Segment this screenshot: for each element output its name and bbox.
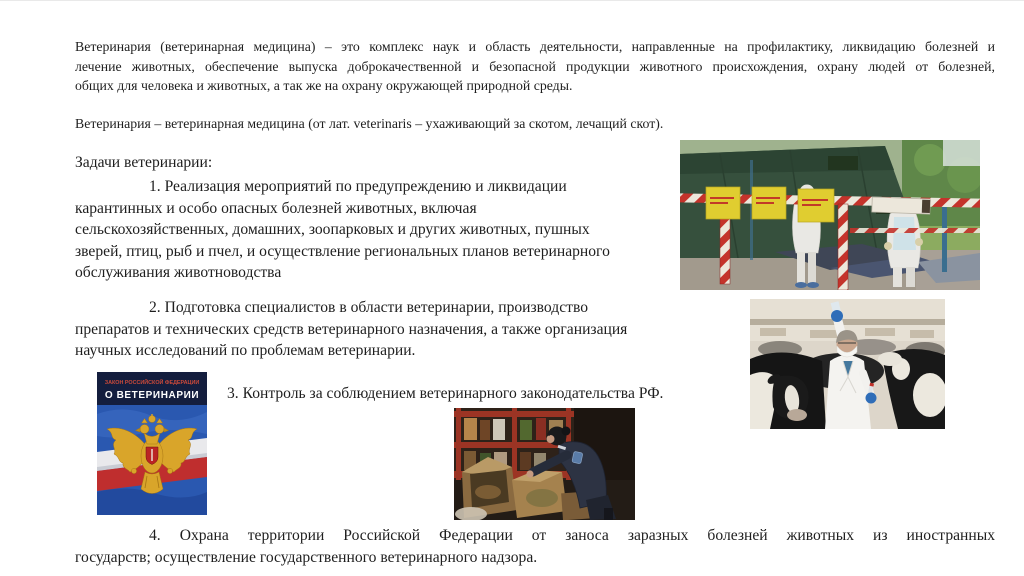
tasks-heading: Задачи ветеринарии:: [75, 154, 213, 171]
inspector-warehouse-photo: [454, 408, 635, 520]
text-line: препаратов и технических средств ветеринарного назначения, а также организация: [75, 320, 628, 338]
quarantine-checkpoint-photo: [680, 140, 980, 290]
text-line: обслуживания животноводства: [75, 264, 282, 281]
book-top-line: ЗАКОН РОССИЙСКОЙ ФЕДЕРАЦИИ: [104, 380, 200, 386]
veterinary-law-book-photo: [97, 372, 207, 515]
text-line: сельскохозяйственных, домашних, зоопарковых и других животных, пушных: [75, 221, 590, 238]
text-line: 4. Охрана территории Российской Федерации от заноса заразных болезней животных из иностранных: [149, 527, 995, 544]
inspector-warehouse-graphic: [454, 408, 635, 520]
quarantine-checkpoint-graphic: [680, 140, 980, 290]
text-line: лечение животных, обеспечение выпуска доброкачественной и безопасной продукции животного происхождения, охрану людей от болезней,: [75, 58, 995, 74]
text-line: карантинных и особо опасных болезней животных, включая: [75, 199, 477, 217]
book-title: О ВЕТЕРИНАРИИ: [104, 390, 200, 401]
vet-cattle-photo: [750, 299, 945, 429]
text-line: зверей, птиц, рыб и пчел, и осуществление региональных планов ветеринарного: [75, 242, 610, 260]
text-line: общих для человека и животных, а так же на охрану окружающей природной среды.: [75, 78, 573, 93]
vet-cattle-graphic: [750, 299, 945, 429]
text-line: Ветеринария (ветеринарная медицина) – это комплекс наук и область деятельности, направленные на профилактику, ликвидацию болезней и: [75, 39, 995, 54]
task-4: [75, 525, 995, 568]
task-3: 3. Контроль за соблюдением ветеринарного законодательства РФ.: [227, 385, 664, 402]
text-line: 2. Подготовка специалистов в области ветеринарии, производство: [149, 299, 588, 316]
text-line: 1. Реализация мероприятий по предупреждению и ликвидации: [149, 178, 567, 195]
law-book-cover-graphic: [97, 372, 207, 515]
task-1: [75, 176, 725, 284]
latin-definition: Ветеринария – ветеринарная медицина (от лат. veterinaris – ухаживающий за скотом, лечащий скот).: [75, 116, 664, 131]
text-line: государств; осуществление государственного ветеринарного надзора.: [75, 548, 538, 566]
text-line: научных исследований по проблемам ветеринарии.: [75, 342, 416, 359]
warning-signs: [706, 187, 834, 222]
task-2: [75, 297, 745, 362]
intro-paragraph: [75, 37, 995, 96]
